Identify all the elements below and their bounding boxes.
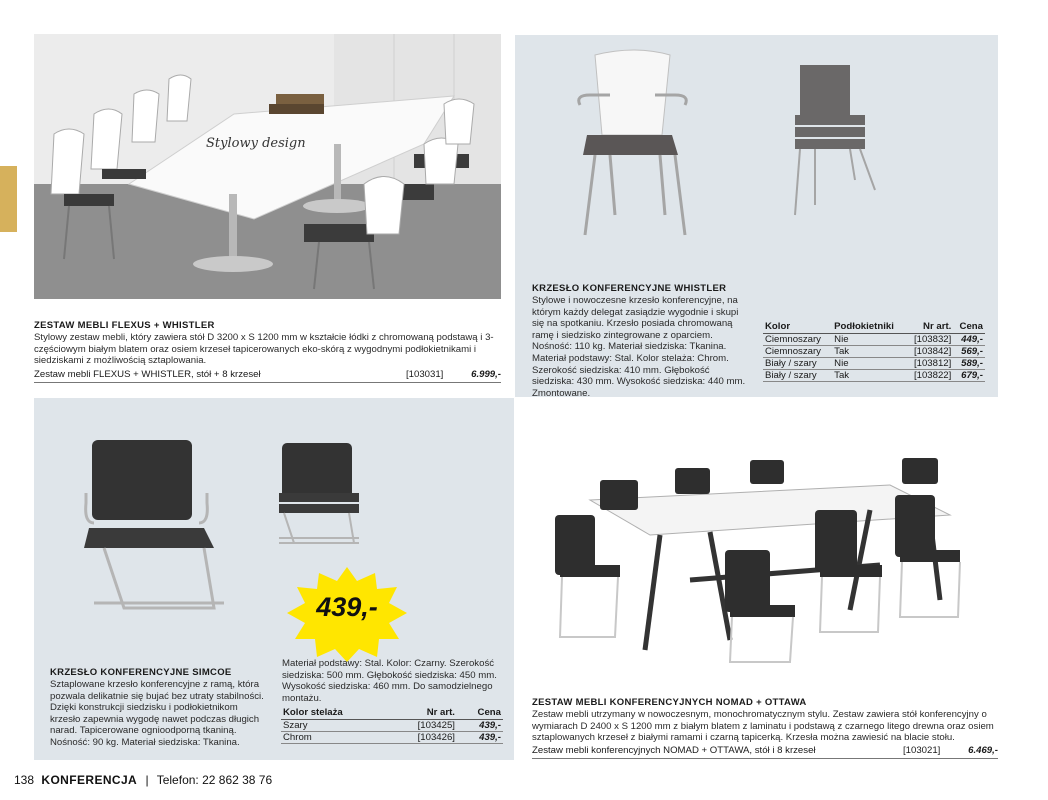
- flexus-title: ZESTAW MEBLI FLEXUS + WHISTLER: [34, 320, 215, 331]
- section-name: KONFERENCJA: [41, 773, 138, 787]
- table-cell: Nie: [832, 358, 905, 370]
- table-cell-price: 439,-: [457, 732, 503, 744]
- table-cell: [103842]: [906, 346, 954, 358]
- nomad-item-art: [103021]: [903, 745, 941, 756]
- nomad-photo: [530, 440, 1000, 680]
- simcoe-description: Sztaplowane krzesło konferencyjne z ramą, która pozwala delikatnie się bujać bez utraty stabilności. Dzięki konstrukcji siedzisku i podłokietnikom krzesło zapewnia wygodę nawet podczas długich narad. Tapicerowane ognioodporną tkaniną. Nośność: 90 kg. Materiał siedziska: Tkanina.: [50, 679, 264, 748]
- table-cell: Ciemnoszary: [763, 346, 832, 358]
- flexus-item-art: [103031]: [406, 369, 444, 380]
- whistler-col-nr: Nr art.: [906, 320, 954, 334]
- table-cell: Chrom: [281, 732, 388, 744]
- table-cell-price: 569,-: [953, 346, 985, 358]
- simcoe-col-nr: Nr art.: [388, 706, 457, 720]
- table-cell: Biały / szary: [763, 370, 832, 382]
- nomad-order-line: [532, 745, 998, 759]
- whistler-chairs-illustration: [515, 35, 998, 285]
- simcoe-table-header: [281, 706, 503, 720]
- table-cell-price: 589,-: [953, 358, 985, 370]
- nomad-item-name: Zestaw mebli konferencyjnych NOMAD + OTTAWA, stół i 8 krzeseł: [532, 745, 816, 756]
- flexus-photo: [34, 34, 501, 299]
- whistler-title: KRZESŁO KONFERENCYJNE WHISTLER: [532, 283, 727, 294]
- simcoe-title: KRZESŁO KONFERENCYJNE SIMCOE: [50, 667, 232, 678]
- flexus-overlay-caption: Stylowy design: [206, 136, 306, 151]
- table-cell: Tak: [832, 346, 905, 358]
- simcoe-spec-table: [281, 706, 503, 744]
- flexus-conference-room-illustration: [34, 34, 501, 299]
- nomad-item-price: 6.469,-: [968, 745, 998, 756]
- table-row: [763, 370, 985, 382]
- nomad-conference-set-illustration: [530, 440, 1000, 680]
- footer-separator: |: [145, 773, 149, 787]
- table-cell: Biały / szary: [763, 358, 832, 370]
- table-row: [281, 732, 503, 744]
- table-cell: Ciemnoszary: [763, 334, 832, 346]
- table-row: [281, 720, 503, 732]
- simcoe-col-cena: Cena: [457, 706, 503, 720]
- whistler-col-podlokietniki: Podłokietniki: [832, 320, 905, 334]
- flexus-order-line: [34, 369, 501, 383]
- simcoe-col-kolor: Kolor stelaża: [281, 706, 388, 720]
- section-tab-marker: [0, 166, 17, 232]
- page-number: 138: [14, 773, 35, 787]
- nomad-description: Zestaw mebli utrzymany w nowoczesnym, monochromatycznym stylu. Zestaw zawiera stół konferencyjny o wymiarach D 2400 x S 1200 mm z białym blatem z laminatu i podstawą z czarnego litego drewna oraz osiem sztaplowanych krzeseł z białymi ramami i czarną tapicerką. Krzesła można zawiesić na blacie stołu.: [532, 709, 994, 744]
- table-cell-price: 679,-: [953, 370, 985, 382]
- whistler-col-cena: Cena: [953, 320, 985, 334]
- simcoe-chairs-illustration: [34, 398, 514, 648]
- flexus-item-name: Zestaw mebli FLEXUS + WHISTLER, stół + 8 krzeseł: [34, 369, 261, 380]
- whistler-spec-table: [763, 320, 985, 382]
- table-cell: [103832]: [906, 334, 954, 346]
- table-cell: Tak: [832, 370, 905, 382]
- simcoe-description-continued: Materiał podstawy: Stal. Kolor: Czarny. Szerokość siedziska: 500 mm. Głębokość siedziska: 450 mm. Wysokość siedziska: 460 mm. Do samodzielnego montażu.: [282, 658, 497, 704]
- table-row: [763, 358, 985, 370]
- table-row: [763, 334, 985, 346]
- table-cell: Szary: [281, 720, 388, 732]
- contact-phone: Telefon: 22 862 38 76: [156, 773, 273, 787]
- table-cell-price: 449,-: [953, 334, 985, 346]
- table-cell: [103425]: [388, 720, 457, 732]
- table-cell: [103812]: [906, 358, 954, 370]
- table-cell-price: 439,-: [457, 720, 503, 732]
- table-cell: [103426]: [388, 732, 457, 744]
- flexus-description: Stylowy zestaw mebli, który zawiera stół D 3200 x S 1200 mm w kształcie łódki z chromowaną podstawą i 3-częściowym białym blatem oraz osiem krzeseł tapicerowanych eko-skórą z wygodnymi podłokietnikami i siedziskami z możliwością sztaplowania.: [34, 332, 494, 367]
- nomad-title: ZESTAW MEBLI KONFERENCYJNYCH NOMAD + OTTAWA: [532, 697, 807, 708]
- table-row: [763, 346, 985, 358]
- whistler-table-header: [763, 320, 985, 334]
- flexus-item-price: 6.999,-: [471, 369, 501, 380]
- page-footer: [14, 773, 272, 787]
- whistler-col-kolor: Kolor: [763, 320, 832, 334]
- table-cell: Nie: [832, 334, 905, 346]
- simcoe-badge-price: 439,-: [316, 592, 378, 622]
- table-cell: [103822]: [906, 370, 954, 382]
- whistler-description: Stylowe i nowoczesne krzesło konferencyjne, na którym każdy delegat zasiądzie wygodnie i skupi się na spotkaniu. Krzesło posiada chromowaną ramę i siedzisko zintegrowane z oparciem. Nośność: 110 kg. Materiał siedziska: Tkanina. Materiał podstawy: Stal. Kolor stelaża: Chrom. Szerokość siedziska: 410 mm. Głębokość siedziska: 430 mm. Wysokość siedziska: 440 mm. Zmontowane.: [532, 295, 746, 399]
